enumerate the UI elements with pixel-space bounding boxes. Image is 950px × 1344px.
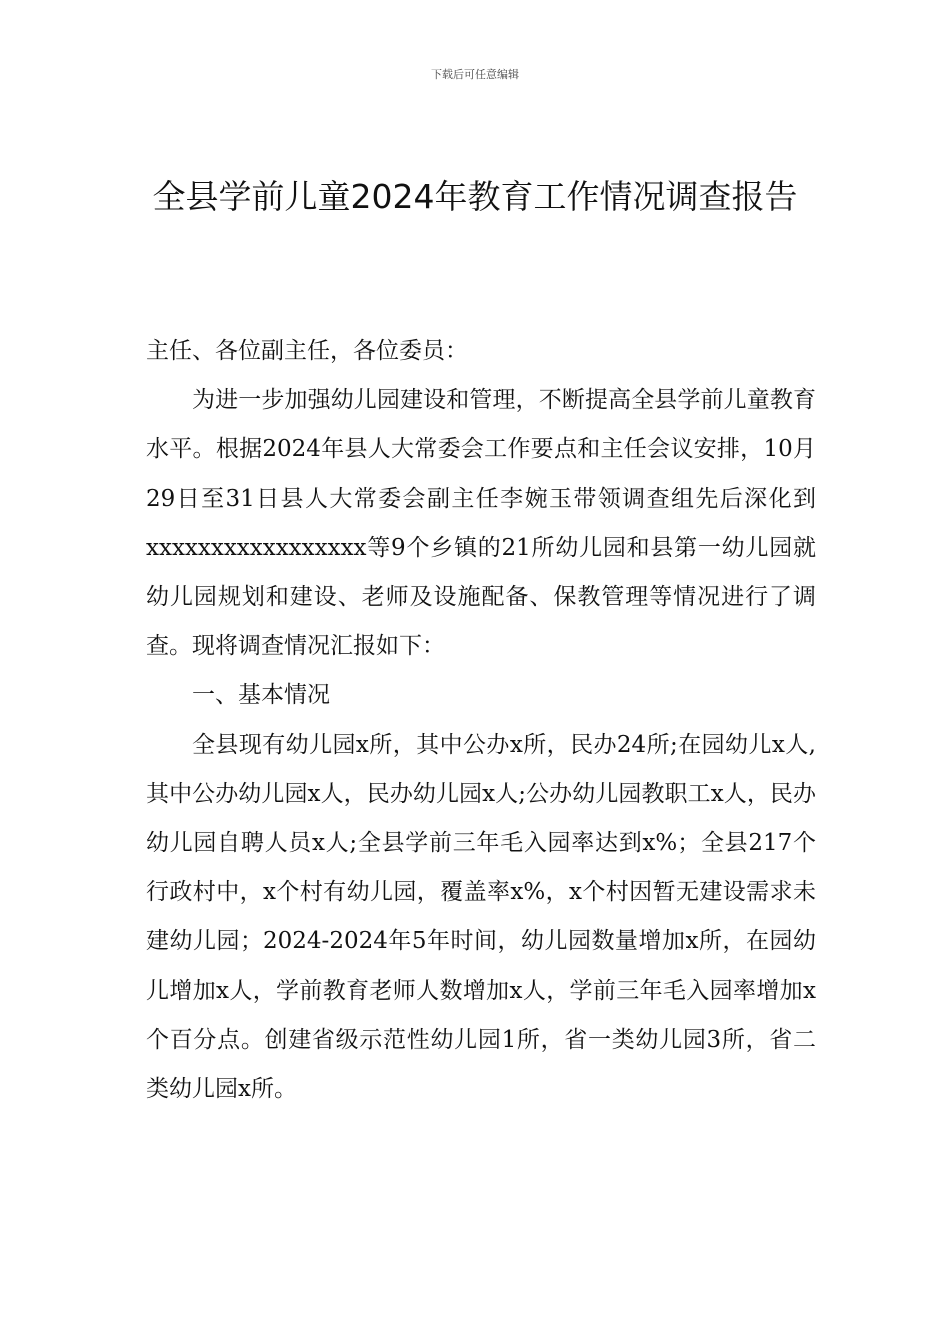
salutation: 主任、各位副主任，各位委员： — [146, 338, 468, 364]
page-header-note: 下载后可任意编辑 — [431, 68, 519, 81]
document-title: 全县学前儿童2024年教育工作情况调查报告 — [152, 177, 798, 216]
section-heading: 一、基本情况 — [192, 682, 330, 709]
paragraph-basic-situation: 全县现有幼儿园x所，其中公办x所，民办24所;在园幼儿x人,其中公办幼儿园x人，民办幼儿园x人;公办幼儿园教职工x人，民办幼儿园自聘人员x人;全县学前三年毛入园率达到x%；全县217个行政村中，x个村有幼儿园，覆盖率x%，x个村因暂无建设需求未建幼儿园；2024-2024年5年时间，幼儿园数量增加x所，在园幼儿增加x人，学前教育老师人数增加x人，学前三年毛入园率增加x个百分点。创建省级示范性幼儿园1所，省一类幼儿园3所，省二类幼儿园x所。 — [146, 731, 816, 1103]
document-body — [146, 327, 816, 1114]
paragraph-intro: 为进一步加强幼儿园建设和管理，不断提高全县学前儿童教育水平。根据2024年县人大常委会工作要点和主任会议安排，10月29日至31日县人大常委会副主任李婉玉带领调查组先后深化到xxxxxxxxxxxxxxxxx等9个乡镇的21所幼儿园和县第一幼儿园就幼儿园规划和建设、老师及设施配备、保教管理等情况进行了调查。现将调查情况汇报如下： — [146, 387, 816, 660]
